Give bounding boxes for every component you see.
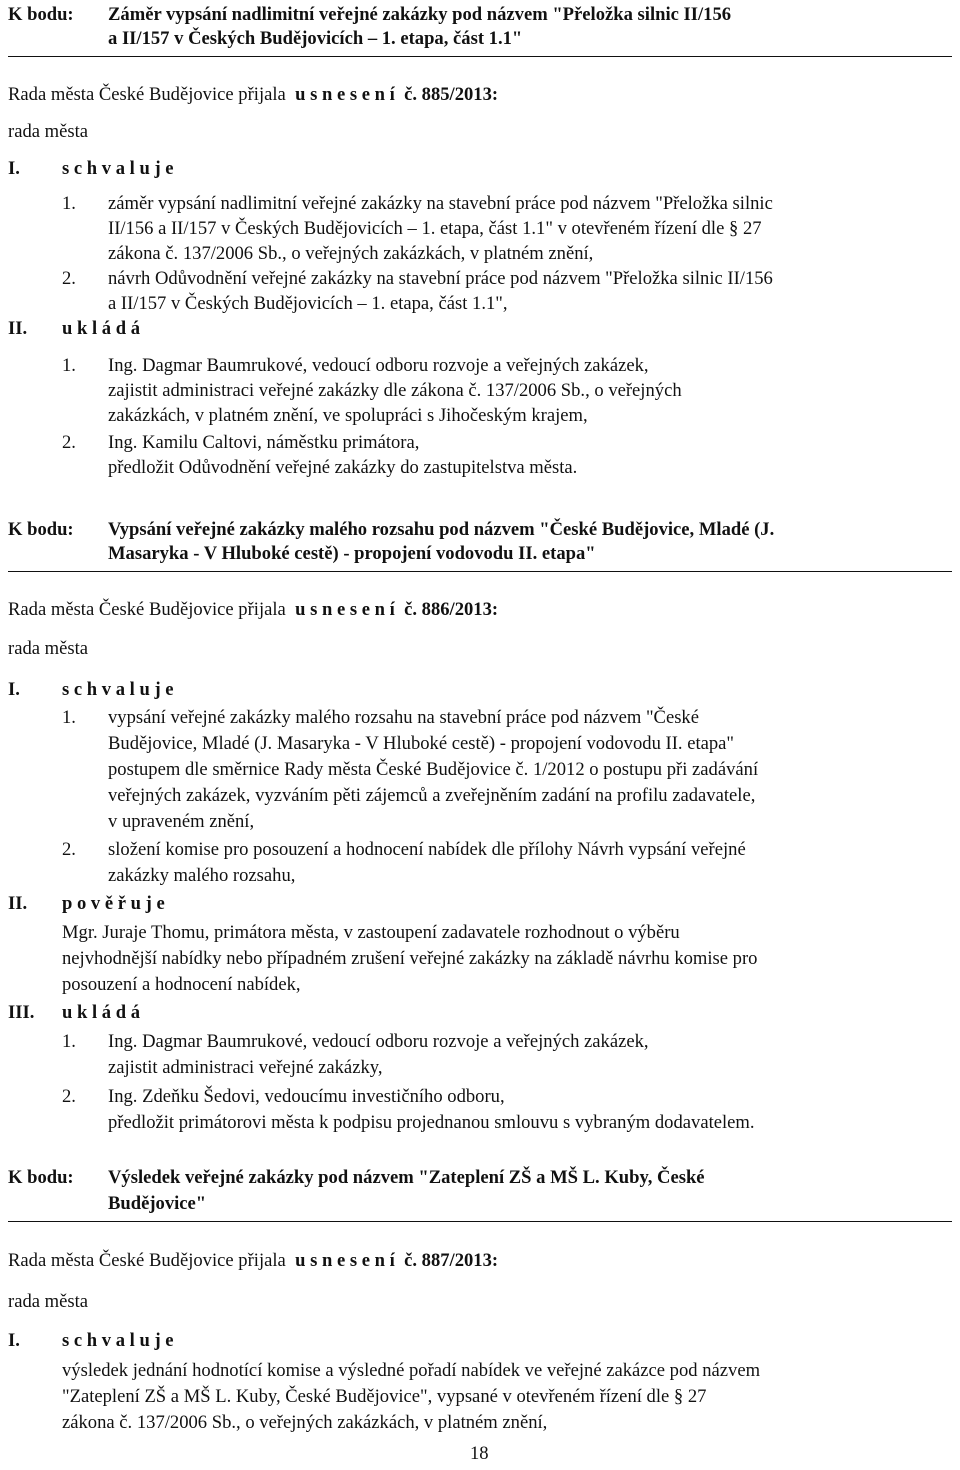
section2-rada: rada města xyxy=(8,638,89,659)
section1-p2-item1-num: 1. xyxy=(62,355,76,376)
resolution-word: u s n e s e n í xyxy=(295,1250,395,1271)
section3-p1-line2: "Zateplení ZŠ a MŠ L. Kuby, České Budějovice", vypsané v otevřeném řízení dle § 27 xyxy=(62,1386,707,1407)
section2-p1-item1-line4: veřejných zakázek, vyzváním pěti zájemců a zveřejněním zadání na profilu zadavatele, xyxy=(108,785,756,806)
section1-divider xyxy=(8,56,952,57)
section2-p1-item1-line1: vypsání veřejné zakázky malého rozsahu na stavební práce pod názvem "České xyxy=(108,707,699,728)
section2-p2-line2: nejvhodnější nabídky nebo případném zrušení veřejné zakázky na základě návrhu komise pro xyxy=(62,948,758,969)
section1-p1-item2-line2: a II/157 v Českých Budějovicích – 1. etapa, část 1.1", xyxy=(108,293,508,314)
section2-p3-item1-num: 1. xyxy=(62,1031,76,1052)
section2-p1-item1-line5: v upraveném znění, xyxy=(108,811,255,832)
section2-p3-item2-line1: Ing. Zdeňku Šedovi, vedoucímu investičního odboru, xyxy=(108,1086,505,1107)
section2-p1-item1-num: 1. xyxy=(62,707,76,728)
section2-p2-line3: posouzení a hodnocení nabídek, xyxy=(62,974,301,995)
section3-p1-line1: výsledek jednání hodnotící komise a výsledné pořadí nabídek ve veřejné zakázce pod názvem xyxy=(62,1360,761,1381)
section1-p2-verb: u k l á d á xyxy=(62,318,141,339)
section2-heading-label: K bodu: xyxy=(8,519,74,540)
section1-p2-roman: II. xyxy=(8,318,28,339)
resolution-prefix: Rada města České Budějovice přijala xyxy=(8,84,286,105)
section2-p1-item2-line1: složení komise pro posouzení a hodnocení nabídek dle přílohy Návrh vypsání veřejné xyxy=(108,839,746,860)
section2-p3-item1-line2: zajistit administraci veřejné zakázky, xyxy=(108,1057,383,1078)
section3-p1-verb: s c h v a l u j e xyxy=(62,1330,174,1351)
section2-p3-roman: III. xyxy=(8,1002,35,1023)
section2-resolution xyxy=(8,598,498,621)
section2-p1-item1-line2: Budějovice, Mladé (J. Masaryka - V Hluboké cestě) - propojení vodovodu II. etapa" xyxy=(108,733,735,754)
page-number: 18 xyxy=(470,1443,489,1464)
section2-p3-item1-line1: Ing. Dagmar Baumrukové, vedoucí odboru rozvoje a veřejných zakázek, xyxy=(108,1031,649,1052)
section1-p2-item2-num: 2. xyxy=(62,432,76,453)
section3-heading-line2: Budějovice" xyxy=(108,1193,207,1214)
section1-p1-item2-num: 2. xyxy=(62,268,76,289)
resolution-number: č. 886/2013: xyxy=(404,599,499,620)
resolution-prefix: Rada města České Budějovice přijala xyxy=(8,599,286,620)
section1-heading-line1: Záměr vypsání nadlimitní veřejné zakázky pod názvem "Přeložka silnic II/156 xyxy=(108,4,732,25)
section3-rada: rada města xyxy=(8,1291,89,1312)
resolution-number: č. 885/2013: xyxy=(404,84,499,105)
section1-p1-item2-line1: návrh Odůvodnění veřejné zakázky na stavební práce pod názvem "Přeložka silnic II/156 xyxy=(108,268,773,289)
section3-p1-line3: zákona č. 137/2006 Sb., o veřejných zakázkách, v platném znění, xyxy=(62,1412,548,1433)
section2-p3-verb: u k l á d á xyxy=(62,1002,141,1023)
section3-p1-roman: I. xyxy=(8,1330,20,1351)
section1-heading-label: K bodu: xyxy=(8,4,74,25)
section2-p3-item2-num: 2. xyxy=(62,1086,76,1107)
section2-heading-line1: Vypsání veřejné zakázky malého rozsahu pod názvem "České Budějovice, Mladé (J. xyxy=(108,519,775,540)
section1-p2-item2-line1: Ing. Kamilu Caltovi, náměstku primátora, xyxy=(108,432,420,453)
resolution-word: u s n e s e n í xyxy=(295,84,395,105)
section3-divider xyxy=(8,1221,952,1222)
section3-heading-line1: Výsledek veřejné zakázky pod názvem "Zateplení ZŠ a MŠ L. Kuby, České xyxy=(108,1167,705,1188)
section1-p1-item1-line3: zákona č. 137/2006 Sb., o veřejných zakázkách, v platném znění, xyxy=(108,243,594,264)
resolution-prefix: Rada města České Budějovice přijala xyxy=(8,1250,286,1271)
section1-p1-item1-line1: záměr vypsání nadlimitní veřejné zakázky na stavební práce pod názvem "Přeložka silnic xyxy=(108,193,773,214)
section2-p2-roman: II. xyxy=(8,893,28,914)
section1-p1-verb: s c h v a l u j e xyxy=(62,158,174,179)
section2-p1-roman: I. xyxy=(8,679,20,700)
section1-p2-item2-line2: předložit Odůvodnění veřejné zakázky do zastupitelstva města. xyxy=(108,457,578,478)
section2-p1-verb: s c h v a l u j e xyxy=(62,679,174,700)
resolution-word: u s n e s e n í xyxy=(295,599,395,620)
section1-p2-item1-line2: zajistit administraci veřejné zakázky dle zákona č. 137/2006 Sb., o veřejných xyxy=(108,380,682,401)
section2-p2-verb: p o v ě ř u j e xyxy=(62,893,165,914)
section2-heading-line2: Masaryka - V Hluboké cestě) - propojení vodovodu II. etapa" xyxy=(108,543,596,564)
section2-p3-item2-line2: předložit primátorovi města k podpisu projednanou smlouvu s vybraným dodavatelem. xyxy=(108,1112,755,1133)
section1-heading-line2: a II/157 v Českých Budějovicích – 1. etapa, část 1.1" xyxy=(108,28,523,49)
section1-p1-item1-line2: II/156 a II/157 v Českých Budějovicích – 1. etapa, část 1.1" v otevřeném řízení dle § 27 xyxy=(108,218,762,239)
section2-divider xyxy=(8,571,952,572)
section2-p1-item1-line3: postupem dle směrnice Rady města České Budějovice č. 1/2012 o postupu při zadávání xyxy=(108,759,759,780)
section1-p1-item1-num: 1. xyxy=(62,193,76,214)
section1-p1-roman: I. xyxy=(8,158,20,179)
section1-rada: rada města xyxy=(8,121,89,142)
section2-p1-item2-line2: zakázky malého rozsahu, xyxy=(108,865,296,886)
section1-resolution xyxy=(8,83,498,106)
section2-p2-line1: Mgr. Juraje Thomu, primátora města, v zastoupení zadavatele rozhodnout o výběru xyxy=(62,922,680,943)
section1-p2-item1-line3: zakázkách, v platném znění, ve spolupráci s Jihočeským krajem, xyxy=(108,405,588,426)
section2-p1-item2-num: 2. xyxy=(62,839,76,860)
section3-heading-label: K bodu: xyxy=(8,1167,74,1188)
resolution-number: č. 887/2013: xyxy=(404,1250,499,1271)
section3-resolution xyxy=(8,1249,498,1272)
section1-p2-item1-line1: Ing. Dagmar Baumrukové, vedoucí odboru rozvoje a veřejných zakázek, xyxy=(108,355,649,376)
